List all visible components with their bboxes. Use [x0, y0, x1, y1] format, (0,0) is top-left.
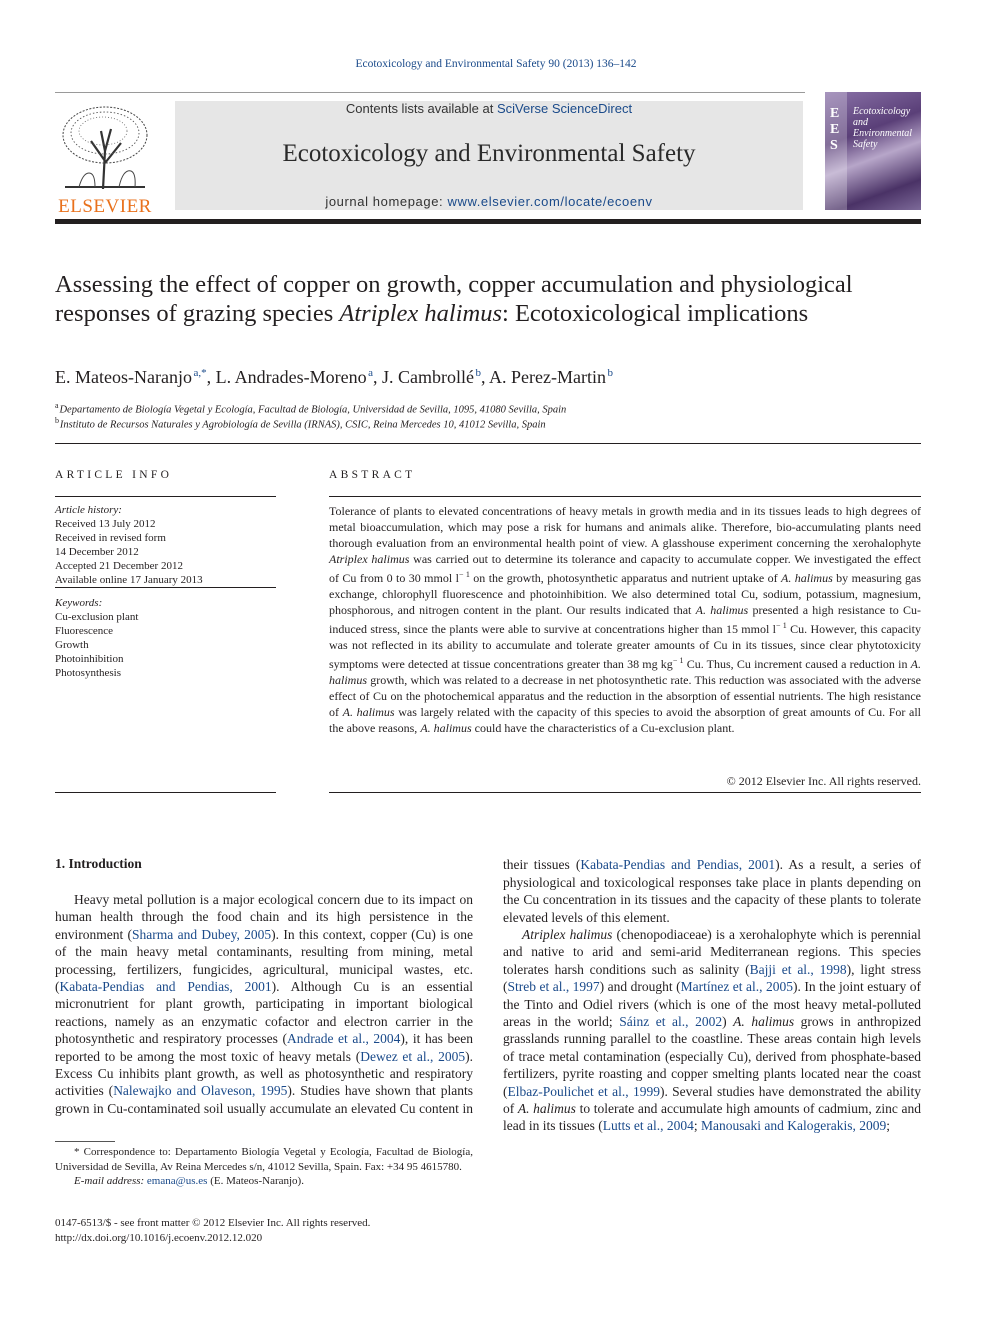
history-label: Article history:: [55, 504, 122, 516]
keyword: Fluorescence: [55, 625, 114, 637]
author-list: E. Mateos-Naranjo $^{a,*}$, L. Andrades-Moreno $^a$, J. Cambrollé $^b$, A. Perez-Martin $^b$: [55, 367, 613, 387]
section-rule: [55, 443, 921, 444]
reference-link[interactable]: Streb et al., 1997: [507, 979, 600, 995]
reference-link[interactable]: Bajji et al., 1998: [749, 961, 847, 977]
elsevier-logo[interactable]: [55, 101, 155, 217]
reference-link[interactable]: Elbaz-Poulichet et al., 1999: [507, 1083, 660, 1099]
cover-title: Ecotoxicology: [853, 106, 911, 117]
journal-cover[interactable]: [825, 92, 921, 210]
journal-title: Ecotoxicology and Environmental Safety: [282, 140, 696, 167]
title-text: Assessing the effect of copper on growth, copper accumulation and physiological responses of grazing species: [55, 271, 853, 327]
reference-link[interactable]: Andrade et al., 2004: [286, 1031, 401, 1047]
cover-title: and: [853, 117, 868, 128]
author-name: L. Andrades-Moreno: [215, 367, 367, 387]
cover-letter: E: [830, 122, 840, 137]
footnote: [55, 1145, 473, 1189]
bottom-info: [55, 1216, 485, 1245]
affiliation: [55, 416, 915, 431]
abstract-text: Tolerance of plants to elevated concentrations of heavy metals in growth media and in its tissues leads to high degrees of metal bioaccumulation, which may pose a risk for humans and animals alike. Therefore, bio-accumulating plants need thorough evaluation from an environmental health point of view. A glasshouse experiment concerning the xerohalophyte Atriplex halimus was carried out to determine its tolerance and capacity to accumulate copper. We investigated the effect of Cu from 0 to 30 mmol $l^{- 1}$ on the growth, photosynthetic apparatus and nutrient uptake of A. halimus by measuring gas exchange, chlorophyll fluorescence and photoinhibition. We also determined total Cu, sodium, potassium, magnesium, phosphorous, and nitrogen content in the plant. Our results indicated that A. halimus presented a high resistance to Cu-induced stress, since the plants were able to survive at concentrations higher than 15 mmol $l^{- 1}$ Cu. However, this capacity was not reflected in its ability to accumulate and tolerate greater amounts of Cu in its tissues, since clear phytotoxicity symptoms were detected at tissue concentrations greater than 38 mg $kg^{- 1}$ Cu. Thus, Cu increment caused a reduction in A. halimus growth, which was related to a decrease in net photosynthetic rate. This reduction was associated with the adverse effect of Cu on the photochemical apparatus and the reduction in the absorption of essential nutrients. The high resistance of A. halimus was largely related with the capacity of this species to avoid the absorption of great amounts of Cu. For all the above reasons, A. halimus could have the characteristics of a Cu-exclusion plant.: [329, 504, 922, 735]
reference-link[interactable]: Sáinz et al., 2002: [619, 1013, 723, 1029]
email-link[interactable]: emana@us.es: [146, 1175, 208, 1187]
copyright-line: © 2012 Elsevier Inc. All rights reserved.: [726, 774, 921, 788]
title-species: Atriplex halimus: [339, 300, 503, 327]
history-item: Accepted 21 December 2012: [55, 560, 183, 572]
correspondence-note: * Correspondence to: Departamento Biología Vegetal y Ecología, Facultad de Biología, Universidad de Sevilla, Av Reina Mercedes s/n, 41012 Sevilla, Spain. Fax: +34 95 4615780.: [55, 1146, 473, 1173]
column-right: [503, 856, 921, 1212]
reference-link[interactable]: Martínez et al., 2005: [680, 979, 793, 995]
keyword: Cu-exclusion plant: [55, 611, 139, 623]
affiliation-text: Departamento de Biología Vegetal y Ecología, Facultad de Biología, Universidad de Sevilla, 1095, 41080 Sevilla, Spain: [59, 404, 567, 416]
column-left: [55, 864, 473, 1116]
author-sup[interactable]: a,*: [193, 367, 207, 379]
doi-link[interactable]: http://dx.doi.org/10.1016/j.ecoenv.2012.12.020: [55, 1231, 263, 1244]
keywords-label: Keywords:: [55, 597, 103, 609]
info-rule: [55, 792, 276, 793]
sciencedirect-link[interactable]: SciVerse ScienceDirect: [496, 101, 633, 116]
intro-heading: 1. Introduction: [55, 856, 142, 871]
homepage-prefix: journal homepage:: [325, 194, 444, 209]
reference-link[interactable]: Nalewajko and Olaveson, 1995: [113, 1083, 288, 1099]
cover-title: Safety: [853, 139, 878, 150]
author-sup[interactable]: a: [368, 367, 373, 379]
issn-line: 0147-6513/$ - see front matter © 2012 Elsevier Inc. All rights reserved.: [55, 1217, 371, 1229]
tree-icon: [55, 101, 155, 193]
reference-link[interactable]: Lutts et al., 2004: [602, 1118, 694, 1134]
reference-link[interactable]: Kabata-Pendias and Pendias, 2001: [59, 979, 272, 995]
title-text: : Ecotoxicological implications: [502, 300, 809, 327]
reference-link[interactable]: Manousaki and Kalogerakis, 2009: [701, 1118, 887, 1134]
abstract-heading: ABSTRACT: [329, 469, 416, 481]
homepage-line: [175, 194, 803, 209]
history-item: Received 13 July 2012: [55, 518, 156, 530]
author-name: J. Cambrollé: [381, 367, 474, 387]
abstract-rule: [329, 792, 921, 793]
article-info-heading: ARTICLE INFO: [55, 469, 173, 481]
article-title: [55, 270, 915, 328]
cover-title: Environmental: [853, 128, 913, 139]
cover-letter: E: [830, 106, 840, 121]
info-rule: [55, 496, 276, 497]
author-sup[interactable]: b: [475, 367, 481, 379]
intro-paragraph: Heavy metal pollution is a major ecological concern due to its impact on human health through the food chain and its high persistence in the environment (Sharma and Dubey, 2005). In this context, copper (Cu) is one of the main heavy metal contaminants, resulting from mining, metal processing, fertilizers, fungicides, agricultural, municipal wastes, etc. (Kabata-Pendias and Pendias, 2001). Although Cu is an essential micronutrient for plant growth, participating in important biological reactions, namely as an enzymatic cofactor and electron carrier in the photosynthetic and respiratory processes (Andrade et al., 2004), it has been reported to be among the most toxic of heavy metals (Dewez et al., 2005). Excess Cu inhibits plant growth, as well as photosynthetic and respiratory activities (Nalewajko and Olaveson, 1995). Studies have shown that plants grown in Cu-contaminated soil usually accumulate an elevated Cu content in: [55, 892, 473, 1116]
author-sup[interactable]: b: [607, 367, 613, 379]
history-item: Available online 17 January 2013: [55, 574, 203, 586]
header-thick-rule: [55, 219, 921, 224]
publisher-name: ELSEVIER: [58, 196, 152, 217]
abstract-rule: [329, 496, 921, 497]
footnote-rule: [55, 1141, 115, 1142]
email-note: E-mail address: emana@us.es (E. Mateos-Naranjo).: [74, 1175, 304, 1187]
keyword: Photosynthesis: [55, 667, 122, 679]
homepage-link[interactable]: www.elsevier.com/locate/ecoenv: [447, 194, 653, 209]
reference-link[interactable]: Dewez et al., 2005: [360, 1048, 466, 1064]
affiliation-text: Instituto de Recursos Naturales y Agrobiología de Sevilla (IRNAS), CSIC, Reina Mercedes 10, 41012 Sevilla, Spain: [59, 419, 546, 431]
keywords: [55, 596, 276, 680]
cover-letter: S: [830, 138, 838, 153]
header-top-rule: [55, 92, 805, 93]
contents-prefix: Contents lists available at: [345, 101, 494, 116]
contents-line: [175, 101, 803, 116]
author-name: A. Perez-Martin: [489, 367, 606, 387]
keyword: Growth: [55, 639, 89, 651]
author-name: E. Mateos-Naranjo: [55, 367, 192, 387]
keyword: Photoinhibition: [55, 653, 124, 665]
info-rule: [55, 587, 276, 588]
affiliation: [55, 401, 915, 416]
journal-reference[interactable]: Ecotoxicology and Environmental Safety 90 (2013) 136–142: [355, 58, 637, 70]
article-history: [55, 503, 276, 587]
affiliation-sup: b: [55, 416, 59, 425]
intro-paragraph: Atriplex halimus (chenopodiaceae) is a xerohalophyte which is perennial and native to arid and semi-arid Mediterranean regions. This species tolerates harsh conditions such as salinity (Bajji et al., 1998), light stress (Streb et al., 1997) and drought (Martínez et al., 2005). In the joint estuary of the Tinto and Odiel rivers (which is one of the most heavy metal-polluted areas in the world; Sáinz et al., 2002) A. halimus grows in anthropized grasslands running parallel to the coastline. These areas contain high levels of trace metal contamination (especially Cu), derived from phosphate-based fertilizers, pyrite roasting and copper smelting plants located near the coast (Elbaz-Poulichet et al., 1999). Several studies have demonstrated the ability of A. halimus to tolerate and accumulate high amounts of cadmium, zinc and lead in its tissues (Lutts et al., 2004; Manousaki and Kalogerakis, 2009;: [503, 926, 921, 1134]
intro-paragraph: their tissues (Kabata-Pendias and Pendias, 2001). As a result, a series of physiological and toxicological responses take place in plants depending on the Cu concentration in its tissues and the capacity of these plants to tolerate elevated levels of this element.: [503, 857, 921, 925]
history-item: 14 December 2012: [55, 546, 139, 558]
reference-link[interactable]: Sharma and Dubey, 2005: [132, 926, 272, 942]
affiliation-sup: a: [55, 401, 59, 410]
history-item: Received in revised form: [55, 532, 166, 544]
